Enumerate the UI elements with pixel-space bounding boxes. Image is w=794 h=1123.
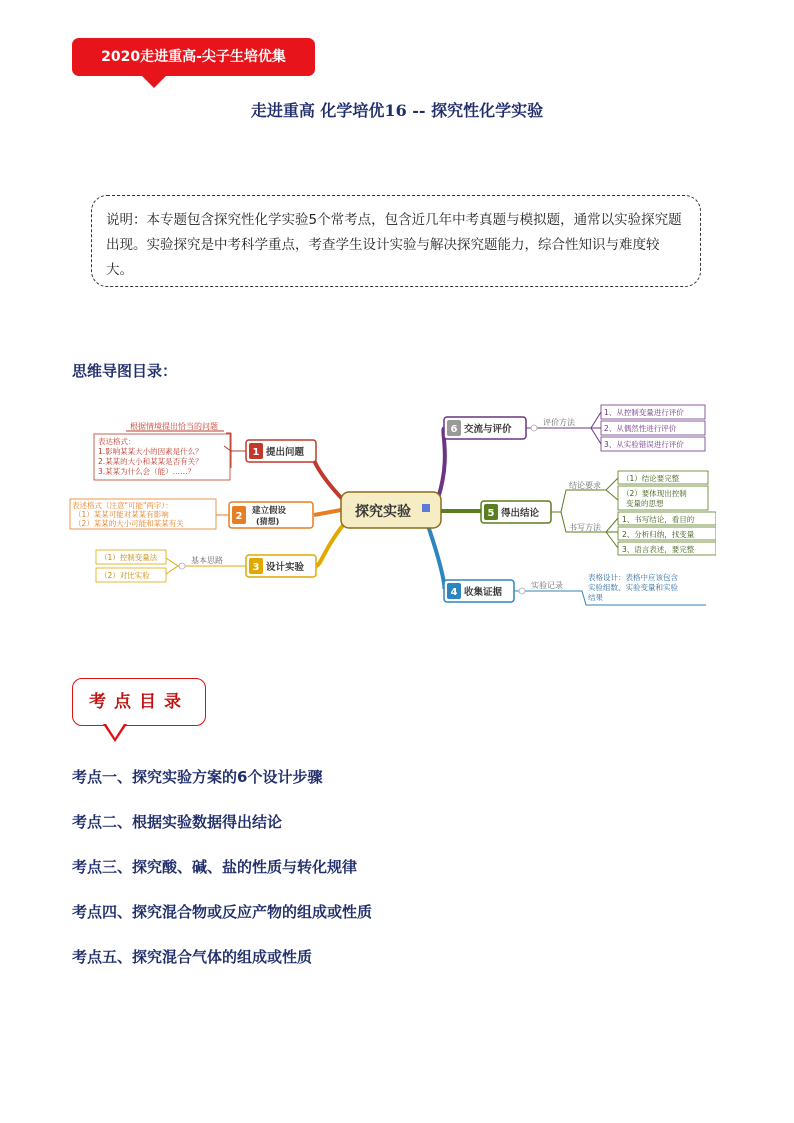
center-note-icon <box>422 504 430 512</box>
b5-sub2-item-0: 1、书写结论，看目的 <box>622 515 695 524</box>
link-b6 <box>438 428 445 498</box>
node-b3-num: 3 <box>252 562 260 573</box>
node-b3-label: 设计实验 <box>266 562 305 573</box>
node-b5-num: 5 <box>487 508 495 519</box>
b1-line-1: 1.影响某某大小的因素是什么？ <box>98 447 203 456</box>
b4-line-1: 实验组数、实验变量和实验 <box>588 583 678 592</box>
topic-item: 考点二、根据实验数据得出结论 <box>72 813 283 831</box>
node-b6-num: 6 <box>450 424 458 435</box>
topic-list <box>72 766 372 991</box>
node-b1-num: 1 <box>252 447 260 458</box>
b3-sub: 基本思路 <box>191 556 223 565</box>
b5-sub2-item-2: 3、语言表述，要完整 <box>622 545 695 554</box>
b3-item-1: （2）对比实验 <box>100 571 150 580</box>
b3-item-0: （1）控制变量法 <box>100 553 158 562</box>
b5-sub2: 书写方法 <box>569 523 601 532</box>
b4-sub: 实验记录 <box>531 581 563 590</box>
b6-item-1: 2、从偶然性进行评价 <box>604 424 677 433</box>
topic-index-tag: 考点目录 <box>72 678 206 726</box>
node-b5-label: 得出结论 <box>501 508 540 519</box>
b6-sub: 评价方法 <box>543 418 575 427</box>
b1-line-2: 2.某某的大小和某某是否有关？ <box>98 457 203 466</box>
b2-line-0: 表述格式（注意"可能"两字）： <box>72 501 173 510</box>
b5-sub2-item-1: 2、分析归纳，找变量 <box>622 530 695 539</box>
b1-line-0: 表达格式： <box>98 437 136 446</box>
node-b4-num: 4 <box>450 587 458 598</box>
note-box: 说明：本专题包含探究性化学实验5个常考点，包含近几年中考真题与模拟题，通常以实验探究题出现。实验探究是中考科学重点，考查学生设计实验与解决探究题能力，综合性知识与难度较大。 <box>91 195 701 287</box>
b5-sub1: 结论要求 <box>569 481 601 490</box>
b5-sub1-item-2: 变量的思想 <box>626 499 664 508</box>
header-banner: 2020走进重高-尖子生培优集 <box>72 38 315 76</box>
b6-item-2: 3、从实验错误进行评价 <box>604 440 684 449</box>
header-banner-tail <box>140 74 168 88</box>
link-b4 <box>426 520 444 590</box>
topic-item: 考点三、探究酸、碱、盐的性质与转化规律 <box>72 858 358 876</box>
b5-sub1-item-0: （1）结论要完整 <box>622 474 680 483</box>
topic-item: 考点一、探究实验方案的6个设计步骤 <box>72 768 323 786</box>
link-b2 <box>314 510 341 515</box>
document-title: 走进重高 化学培优16 -- 探究性化学实验 <box>250 101 544 120</box>
node-b2-num: 2 <box>235 511 243 522</box>
topic-item: 考点四、探究混合物或反应产物的组成或性质 <box>72 903 373 921</box>
mindmap-label: 思维导图目录： <box>72 362 178 380</box>
b2-line-1: （1）某某可能对某某有影响 <box>74 510 169 519</box>
topic-item: 考点五、探究混合气体的组成或性质 <box>72 948 313 966</box>
node-b2-label-2: (猜想) <box>256 517 280 526</box>
b4-line-0: 表格设计：表格中应该包含 <box>588 573 678 582</box>
b1-top: 根据情境提出恰当的问题 <box>130 422 218 431</box>
b6-item-0: 1、从控制变量进行评价 <box>604 408 684 417</box>
node-b4-label: 收集证据 <box>464 587 503 598</box>
b4-line-2: 结果 <box>588 593 603 602</box>
topic-index-tag-tail-inner <box>106 724 124 738</box>
node-b1-label: 提出问题 <box>266 447 305 458</box>
center-node-label: 探究实验 <box>355 504 411 520</box>
b2-line-2: （2）某某的大小可能和某某有关 <box>74 519 184 528</box>
node-b2-label-1: 建立假设 <box>252 506 287 516</box>
b5-sub1-item-1: （2）要体现出控制 <box>622 489 687 498</box>
node-b6-label: 交流与评价 <box>464 424 512 435</box>
mind-map <box>66 398 716 618</box>
b1-line-3: 3.某某为什么会（能）……？ <box>98 467 196 476</box>
